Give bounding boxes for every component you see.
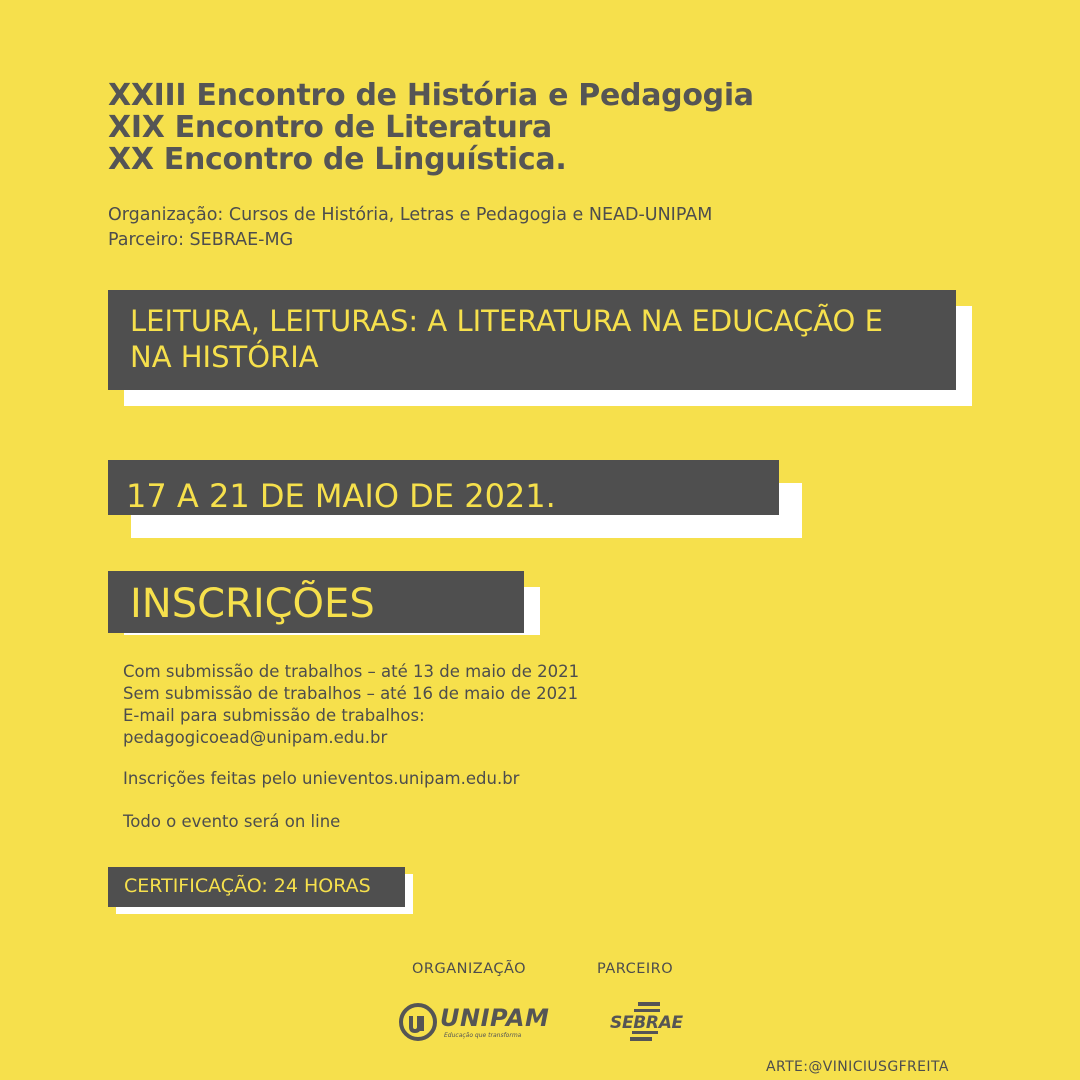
theme-box — [108, 290, 956, 390]
event-dates: 17 A 21 DE MAIO DE 2021. — [126, 477, 556, 515]
sebrae-logo: SEBRAE — [608, 998, 688, 1044]
certification-text: CERTIFICAÇÃO: 24 HORAS — [124, 875, 371, 897]
info-line-no-submission: Sem submissão de trabalhos – até 16 de maio de 2021 — [123, 684, 579, 703]
registration-heading: INSCRIÇÕES — [130, 581, 375, 627]
title-line-1: XXIII Encontro de História e Pedagogia — [108, 78, 754, 113]
info-line-online: Todo o evento será on line — [123, 812, 341, 831]
registration-box — [108, 571, 524, 633]
info-line-email-label: E-mail para submissão de trabalhos: — [123, 706, 425, 725]
organization-label: ORGANIZAÇÃO — [412, 961, 527, 977]
title-line-3: XX Encontro de Linguística. — [108, 142, 567, 177]
title-line-2: XIX Encontro de Literatura — [108, 110, 552, 145]
art-credit: ARTE:@VINICIUSGFREITA — [766, 1059, 949, 1075]
theme-line-1: LEITURA, LEITURAS: A LITERATURA NA EDUCAÇÃO E — [130, 304, 883, 338]
info-line-submission: Com submissão de trabalhos – até 13 de maio de 2021 — [123, 662, 580, 681]
organization-text: Organização: Cursos de História, Letras e Pedagogia e NEAD-UNIPAM — [108, 205, 713, 225]
unipam-logo: UNIPAM Educação que transforma — [398, 1000, 538, 1044]
unipam-emblem-icon — [398, 1000, 442, 1044]
partner-text: Parceiro: SEBRAE-MG — [108, 230, 294, 250]
certification-box — [108, 867, 405, 907]
theme-line-2: NA HISTÓRIA — [130, 340, 319, 374]
partner-label: PARCEIRO — [597, 961, 674, 977]
info-line-email: pedagogicoead@unipam.edu.br — [123, 728, 388, 747]
info-line-site: Inscrições feitas pelo unieventos.unipam.edu.br — [123, 769, 520, 788]
